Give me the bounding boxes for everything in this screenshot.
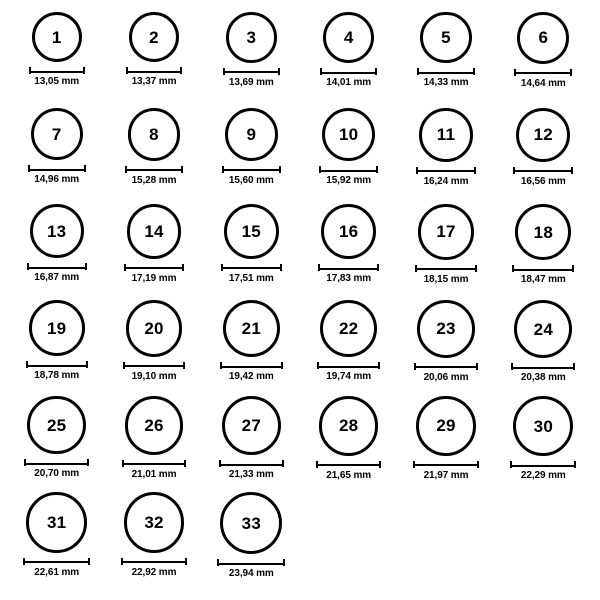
ring-circle (32, 12, 82, 62)
ring-size-item (300, 108, 397, 204)
ring-size-number: 10 (339, 125, 359, 145)
ring-diameter-label: 13,37 mm (131, 76, 177, 88)
ring-dimension (29, 67, 85, 87)
ring-size-number: 15 (241, 221, 261, 241)
ring-size-item (105, 492, 202, 588)
ring-size-item (8, 204, 105, 300)
ring-circle (516, 108, 570, 162)
ring-circle (30, 204, 84, 258)
ring-size-item (495, 300, 592, 396)
ring-size-number: 18 (533, 222, 553, 242)
measure-bar-icon (414, 363, 478, 370)
ring-diameter-label: 18,47 mm (520, 274, 566, 285)
ring-diameter-label: 16,87 mm (34, 272, 80, 284)
ring-dimension (319, 166, 378, 186)
ring-size-item (105, 12, 202, 108)
ring-circle (517, 12, 569, 64)
ring-size-item (8, 108, 105, 204)
measure-bar-icon (121, 558, 188, 565)
ring-size-item (300, 396, 397, 492)
ring-circle (128, 108, 181, 161)
ring-size-number: 26 (144, 415, 164, 435)
measure-bar-icon (219, 460, 284, 467)
ring-size-item (8, 12, 105, 108)
ring-size-item (300, 204, 397, 300)
ring-size-number: 9 (246, 124, 257, 144)
ring-diameter-label: 14,33 mm (423, 77, 469, 89)
measure-bar-icon (413, 461, 479, 468)
ring-dimension (317, 362, 380, 382)
ring-circle (222, 396, 281, 455)
ring-diameter-label: 19,10 mm (131, 370, 177, 382)
ring-size-number: 21 (241, 319, 261, 338)
measure-bar-icon (221, 264, 282, 271)
measure-bar-icon (220, 362, 283, 369)
ring-size-item (203, 108, 300, 204)
ring-diameter-label: 15,92 mm (326, 175, 372, 187)
ring-dimension (413, 461, 479, 481)
measure-bar-icon (514, 69, 572, 76)
ring-dimension (513, 167, 573, 187)
measure-bar-icon (320, 68, 377, 75)
ring-dimension (514, 69, 572, 89)
ring-diameter-label: 23,94 mm (228, 568, 274, 579)
measure-bar-icon (24, 459, 88, 466)
measure-bar-icon (511, 363, 575, 370)
measure-bar-icon (126, 67, 182, 74)
measure-bar-icon (223, 68, 280, 75)
ring-size-item (8, 300, 105, 396)
ring-size-number: 6 (538, 28, 549, 48)
measure-bar-icon (415, 265, 477, 272)
ring-size-item (397, 204, 494, 300)
measure-bar-icon (27, 263, 87, 270)
measure-bar-icon (26, 361, 88, 368)
ring-circle (321, 204, 376, 259)
measure-bar-icon (510, 461, 576, 468)
ring-size-number: 31 (47, 512, 67, 532)
ring-size-item (203, 12, 300, 108)
measure-bar-icon (28, 165, 86, 172)
ring-circle (515, 204, 571, 260)
ring-size-number: 2 (149, 27, 159, 47)
ring-diameter-label: 14,96 mm (34, 174, 80, 186)
ring-size-number: 29 (436, 416, 456, 436)
ring-size-item (495, 12, 592, 108)
ring-dimension (220, 362, 283, 382)
ring-size-number: 17 (436, 222, 456, 242)
ring-circle (126, 300, 183, 357)
ring-dimension (121, 558, 188, 578)
ring-dimension (417, 68, 474, 88)
ring-size-item (300, 300, 397, 396)
ring-circle (514, 300, 572, 358)
ring-diameter-label: 21,65 mm (326, 469, 372, 481)
ring-size-number: 32 (144, 512, 164, 532)
ring-size-number: 4 (343, 28, 354, 48)
ring-size-item (8, 492, 105, 588)
ring-dimension (28, 165, 86, 185)
ring-size-item (495, 204, 592, 300)
ring-circle (27, 396, 85, 454)
ring-size-item (203, 396, 300, 492)
ring-diameter-label: 16,56 mm (520, 175, 566, 187)
measure-bar-icon (217, 559, 285, 566)
measure-bar-icon (23, 558, 90, 565)
ring-circle (513, 396, 573, 456)
ring-circle (419, 108, 473, 162)
ring-diameter-label: 13,69 mm (228, 76, 274, 88)
measure-bar-icon (123, 362, 186, 369)
ring-size-number: 24 (533, 319, 553, 339)
ring-dimension (122, 460, 187, 480)
ring-dimension (23, 558, 90, 578)
measure-bar-icon (417, 68, 474, 75)
measure-bar-icon (319, 166, 378, 173)
ring-size-item (105, 396, 202, 492)
measure-bar-icon (316, 461, 382, 468)
ring-diameter-label: 16,24 mm (423, 175, 469, 187)
ring-size-number: 22 (339, 319, 359, 339)
ring-diameter-label: 17,51 mm (228, 272, 274, 284)
ring-size-item (8, 396, 105, 492)
ring-dimension (318, 264, 379, 284)
ring-size-number: 5 (441, 28, 451, 48)
ring-size-item (397, 396, 494, 492)
ring-size-number: 13 (47, 221, 67, 241)
ring-dimension (416, 167, 476, 187)
measure-bar-icon (513, 167, 573, 174)
ring-diameter-label: 14,64 mm (520, 77, 566, 89)
ring-dimension (125, 166, 184, 186)
ring-size-item (203, 300, 300, 396)
ring-circle (26, 492, 87, 553)
ring-circle (226, 12, 277, 63)
ring-dimension (123, 362, 186, 382)
ring-diameter-label: 17,83 mm (326, 273, 372, 285)
ring-diameter-label: 15,28 mm (131, 174, 177, 186)
ring-diameter-label: 13,05 mm (34, 76, 80, 87)
measure-bar-icon (222, 166, 281, 173)
ring-size-number: 30 (533, 416, 553, 436)
ring-circle (323, 12, 374, 63)
ring-size-number: 14 (144, 221, 164, 241)
ring-diameter-label: 20,38 mm (520, 372, 566, 384)
ring-size-item (397, 12, 494, 108)
ring-circle (322, 108, 375, 161)
ring-size-item (495, 108, 592, 204)
ring-size-number: 11 (436, 125, 456, 145)
ring-diameter-label: 14,01 mm (326, 77, 372, 89)
ring-diameter-label: 18,15 mm (423, 273, 469, 285)
ring-size-item (203, 204, 300, 300)
ring-diameter-label: 22,29 mm (520, 470, 566, 482)
ring-size-number: 12 (533, 125, 553, 145)
measure-bar-icon (512, 265, 574, 272)
ring-size-number: 1 (51, 27, 62, 47)
measure-bar-icon (124, 264, 185, 271)
ring-dimension (27, 263, 87, 283)
ring-diameter-label: 21,01 mm (131, 468, 177, 480)
ring-dimension (24, 459, 88, 479)
ring-size-number: 25 (47, 415, 67, 435)
ring-size-number: 7 (51, 124, 62, 144)
ring-circle (124, 492, 185, 553)
measure-bar-icon (317, 362, 380, 369)
ring-diameter-label: 21,33 mm (228, 469, 274, 481)
ring-size-item (300, 12, 397, 108)
ring-dimension (511, 363, 575, 383)
ring-size-number: 19 (47, 318, 67, 338)
ring-dimension (415, 265, 477, 285)
ring-circle (416, 396, 476, 456)
ring-dimension (124, 264, 185, 284)
ring-circle (127, 204, 182, 259)
ring-dimension (219, 460, 284, 480)
ring-diameter-label: 20,06 mm (423, 371, 469, 383)
ring-diameter-label: 19,42 mm (228, 371, 274, 382)
ring-size-item (105, 108, 202, 204)
ring-circle (225, 108, 278, 161)
ring-size-number: 23 (436, 319, 456, 339)
ring-diameter-label: 19,74 mm (326, 371, 372, 383)
ring-dimension (316, 461, 382, 481)
ring-size-number: 28 (339, 416, 359, 436)
ring-circle (29, 300, 85, 356)
measure-bar-icon (122, 460, 187, 467)
ring-dimension (414, 363, 478, 383)
ring-circle (125, 396, 184, 455)
ring-size-number: 27 (241, 416, 261, 436)
measure-bar-icon (125, 166, 184, 173)
ring-size-item (397, 300, 494, 396)
ring-dimension (222, 166, 281, 186)
ring-diameter-label: 15,60 mm (228, 174, 274, 186)
ring-diameter-label: 22,92 mm (131, 566, 177, 578)
ring-size-number: 16 (339, 222, 359, 242)
ring-size-item (397, 108, 494, 204)
ring-dimension (512, 265, 574, 285)
ring-size-item (105, 300, 202, 396)
ring-dimension (510, 461, 576, 481)
ring-circle (319, 396, 379, 456)
ring-diameter-label: 20,70 mm (34, 468, 80, 480)
ring-size-number: 33 (241, 513, 261, 533)
measure-bar-icon (416, 167, 476, 174)
ring-circle (220, 492, 282, 554)
ring-circle (417, 300, 475, 358)
measure-bar-icon (29, 67, 85, 74)
ring-size-number: 8 (149, 124, 159, 144)
ring-circle (420, 12, 471, 63)
ring-dimension (126, 67, 182, 87)
ring-dimension (221, 264, 282, 284)
ring-dimension (223, 68, 280, 88)
ring-size-number: 3 (246, 27, 257, 47)
ring-circle (31, 108, 83, 160)
ring-circle (418, 204, 474, 260)
ring-size-item (495, 396, 592, 492)
ring-size-item (105, 204, 202, 300)
ring-diameter-label: 17,19 mm (131, 272, 177, 284)
ring-circle (224, 204, 279, 259)
ring-size-item (203, 492, 300, 588)
ring-circle (320, 300, 377, 357)
measure-bar-icon (318, 264, 379, 271)
ring-diameter-label: 21,97 mm (423, 469, 469, 481)
ring-size-number: 20 (144, 318, 164, 338)
ring-diameter-label: 22,61 mm (34, 566, 80, 578)
ring-diameter-label: 18,78 mm (34, 370, 80, 382)
ring-dimension (217, 559, 285, 579)
ring-circle (129, 12, 179, 62)
ring-dimension (320, 68, 377, 88)
ring-circle (223, 300, 280, 357)
ring-dimension (26, 361, 88, 381)
